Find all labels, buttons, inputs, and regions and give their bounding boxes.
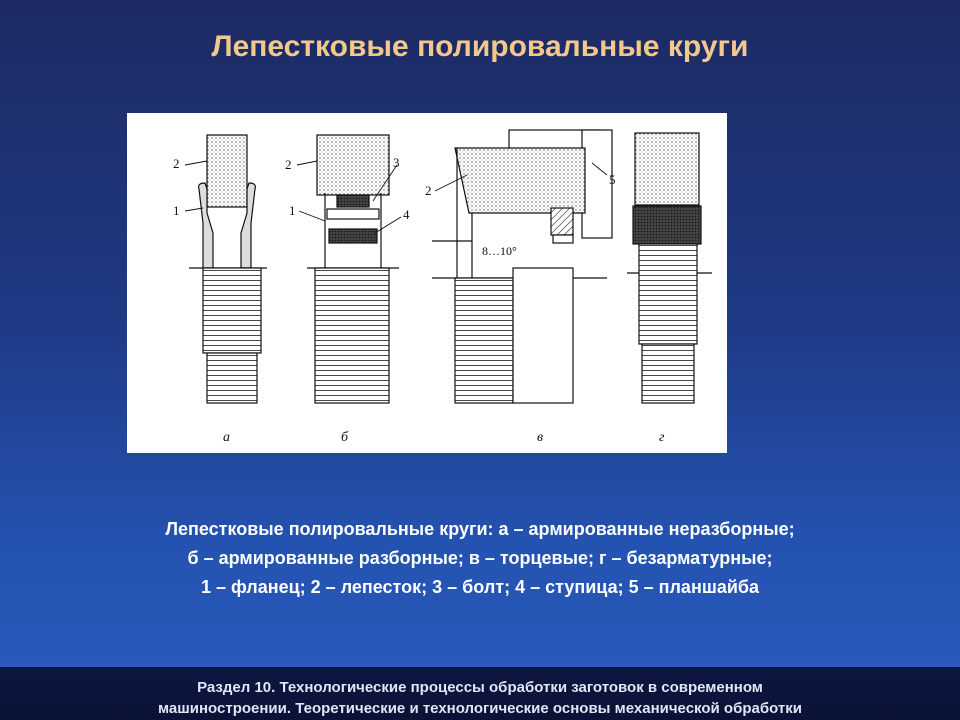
footer-line-1: Раздел 10. Технологические процессы обработки заготовок в современном [197, 679, 763, 696]
footer-text [0, 677, 960, 719]
technical-figure [127, 113, 727, 453]
footer-line-2: машиностроении. Теоретические и технологические основы механической обработки [158, 700, 802, 717]
figure-caption [40, 515, 920, 602]
sublabel-a: а [223, 430, 230, 445]
drawing-b [307, 135, 399, 403]
sublabel-d: г [659, 430, 665, 445]
label-1-b: 1 [289, 203, 296, 218]
caption-line-3: 1 – фланец; 2 – лепесток; 3 – болт; 4 – ступица; 5 – планшайба [200, 577, 760, 597]
caption-line-1: Лепестковые полировальные круги: а – армированные неразборные; [165, 519, 795, 539]
caption-line-2: б – армированные разборные; в – торцевые; г – безарматурные; [187, 548, 773, 568]
figure-drawing [127, 113, 727, 453]
sublabel-c: в [537, 430, 544, 445]
angle-label: 8…10° [482, 244, 517, 258]
label-2-a: 2 [173, 156, 180, 171]
drawing-d [627, 133, 712, 403]
label-5-c: 5 [609, 172, 616, 187]
label-2-c: 2 [425, 183, 432, 198]
sublabel-b: б [341, 430, 349, 445]
slide-title: Лепестковые полировальные круги [211, 30, 749, 63]
label-3-b: 3 [393, 155, 400, 170]
drawing-a [189, 135, 267, 403]
label-4-b: 4 [403, 207, 410, 222]
label-1-a: 1 [173, 203, 180, 218]
label-2-b: 2 [285, 157, 292, 172]
drawing-c [432, 130, 612, 403]
